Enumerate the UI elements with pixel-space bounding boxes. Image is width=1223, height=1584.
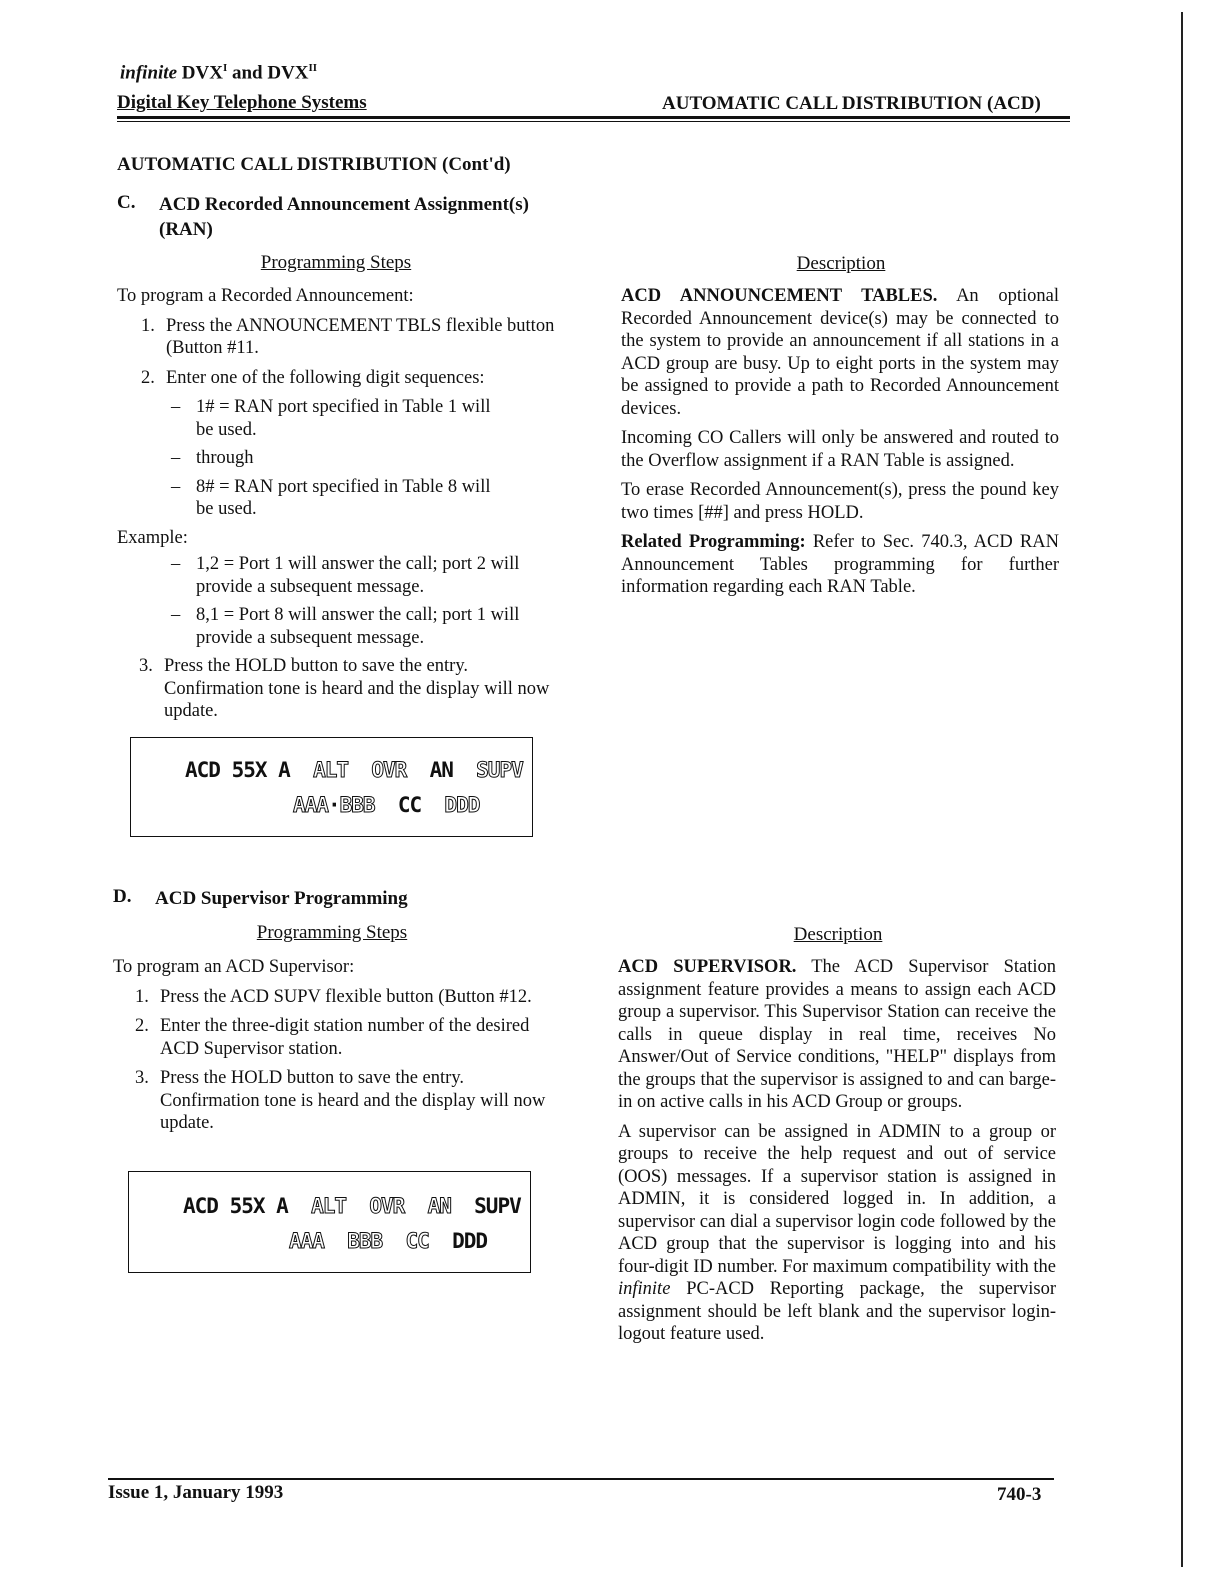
- footer-issue: Issue 1, January 1993: [108, 1482, 284, 1503]
- step-text: Press the ANNOUNCEMENT TBLS flexible button (Button #11.: [166, 315, 555, 358]
- dash-marker: –: [171, 397, 181, 417]
- section-d-description: [618, 956, 1056, 1353]
- desc-text: An optional Recorded Announcement device(s) may be connected to the system to provide an announcement if all stations in a ACD group are busy. Up to eight ports in the system may be assigned to provide a path to Recorded Announcement devices.: [621, 286, 1059, 419]
- section-d-step-2: [135, 1015, 559, 1060]
- dash-marker: –: [171, 476, 181, 497]
- section-c-programming-steps-heading: Programming Steps: [260, 252, 412, 273]
- lcd-cc: CC: [397, 793, 422, 817]
- brand-name: infinite: [120, 62, 178, 84]
- desc-bold-lead: ACD SUPERVISOR.: [618, 957, 797, 977]
- step-text: Press the HOLD button to save the entry. Confirmation tone is heard and the display will now update.: [160, 1068, 546, 1133]
- section-c-intro: To program a Recorded Announcement:: [117, 286, 414, 306]
- product-sup-2: II: [308, 62, 318, 74]
- section-d-step-3: [135, 1067, 559, 1135]
- section-c-option-3: [171, 476, 501, 521]
- example-text: 8,1 = Port 8 will answer the call; port 1 will provide a subsequent message.: [196, 605, 520, 648]
- dash-marker: –: [171, 605, 181, 625]
- section-c-example-label: Example:: [117, 527, 188, 548]
- desc-italic-brand: infinite: [618, 1279, 671, 1299]
- product-name: DVX: [177, 62, 223, 84]
- example-text: 1,2 = Port 1 will answer the call; port 2 will provide a subsequent message.: [196, 554, 520, 597]
- section-c-option-1: [171, 396, 501, 441]
- lcd-alt: ALT: [313, 758, 349, 782]
- desc-text: Refer to Sec. 740.3, ACD RAN Announcement Tables programming for further information regarding each RAN Table.: [621, 532, 1059, 597]
- section-c-title: ACD Recorded Announcement Assignment(s) (RAN): [159, 194, 529, 240]
- lcd-row-1: [183, 1194, 521, 1218]
- step-number: 2.: [141, 367, 155, 388]
- step-text: Press the ACD SUPV flexible button (Button #12.: [160, 986, 532, 1007]
- footer-page-number: 740-3: [997, 1484, 1042, 1505]
- option-text: 8# = RAN port specified in Table 8 will be used.: [196, 476, 491, 519]
- section-d-steps: [113, 956, 559, 1142]
- lcd-station: ACD 55X A: [183, 1194, 300, 1218]
- desc-text: The ACD Supervisor Station assignment feature provides a means to assign each ACD group a supervisor. This Supervisor Station can receive the calls in queue display in real time, receives No Answer/Out of Service conditions, "HELP" displays from the groups that the supervisor is assigned to and can barge-in on active calls in his ACD Group or groups.: [618, 957, 1056, 1112]
- step-number: 3.: [135, 1068, 149, 1088]
- section-c-step-2: [141, 367, 557, 390]
- header-rule-thin: [117, 121, 1070, 122]
- lcd-cc: CC: [405, 1229, 429, 1253]
- product-sup-1: I: [222, 62, 228, 74]
- dash-marker: –: [171, 554, 181, 574]
- header-section: AUTOMATIC CALL DISTRIBUTION (ACD): [662, 93, 1041, 114]
- section-c-steps: [117, 285, 557, 730]
- option-text: through: [196, 448, 254, 468]
- section-c-desc-p3: To erase Recorded Announcement(s), press the pound key two times [##] and press HOLD.: [621, 480, 1059, 523]
- footer-rule: [108, 1478, 1054, 1480]
- section-d-step-1: [135, 986, 559, 1009]
- section-d-description-heading: Description: [793, 924, 883, 945]
- section-c-option-2: [171, 447, 501, 470]
- section-d-letter: D.: [113, 886, 132, 907]
- desc-bold-lead: ACD ANNOUNCEMENT TABLES.: [621, 286, 938, 306]
- section-c-lcd-display: [130, 737, 533, 837]
- lcd-supv: SUPV: [476, 758, 523, 782]
- lcd-separator: ·: [327, 793, 340, 817]
- header-subtitle: Digital Key Telephone Systems: [117, 92, 367, 113]
- option-text: 1# = RAN port specified in Table 1 will be used.: [196, 397, 491, 440]
- lcd-an: AN: [429, 758, 453, 782]
- desc-text: A supervisor can be assigned in ADMIN to a group or groups to receive the help request and out of service (OOS) messages. If a supervisor station is assigned in ADMIN, it is considered logged in. In addition, a supervisor can dial a supervisor login code followed by the ACD group that the supervisor is logging into and his four-digit ID number. For maximum compatibility with the: [618, 1121, 1056, 1277]
- step-number: 2.: [135, 1016, 149, 1036]
- header-rule-thick: [117, 116, 1070, 119]
- section-c-step-1: [141, 315, 557, 360]
- lcd-station: ACD 55X A: [185, 758, 302, 782]
- step-number: 3.: [139, 656, 153, 676]
- section-d-desc-p2: [618, 1121, 1056, 1346]
- step-number: 1.: [141, 315, 155, 336]
- lcd-an: AN: [427, 1194, 451, 1218]
- section-d-heading: [113, 886, 593, 914]
- section-c-heading: [117, 192, 597, 244]
- lcd-bbb: BBB: [339, 793, 375, 817]
- lcd-supv: SUPV: [474, 1194, 521, 1218]
- lcd-row-1: [185, 758, 523, 782]
- section-c-example-2: [171, 604, 547, 649]
- section-c-description-heading: Description: [796, 253, 886, 274]
- lcd-row-2: [293, 793, 479, 817]
- section-d-programming-steps-heading: Programming Steps: [256, 922, 408, 943]
- section-c-desc-p2: Incoming CO Callers will only be answered and routed to the Overflow assignment if a RAN Table is assigned.: [621, 428, 1059, 471]
- lcd-aaa: AAA: [293, 793, 328, 817]
- section-c-desc-p4: [621, 531, 1059, 599]
- section-c-example-1: [171, 553, 547, 598]
- step-number: 1.: [135, 986, 149, 1007]
- step-text: Enter one of the following digit sequences:: [166, 367, 485, 388]
- section-c-desc-p1: [621, 285, 1059, 420]
- lcd-row-2: [289, 1229, 487, 1253]
- lcd-alt: ALT: [311, 1194, 347, 1218]
- dash-marker: –: [171, 448, 181, 468]
- section-d-title: ACD Supervisor Programming: [155, 888, 408, 909]
- lcd-bbb: BBB: [347, 1229, 383, 1253]
- lcd-ovr: OVR: [369, 1194, 405, 1218]
- section-d-desc-p1: [618, 956, 1056, 1114]
- section-d-intro: To program an ACD Supervisor:: [113, 957, 355, 977]
- product-and: and DVX: [227, 62, 309, 84]
- main-heading: AUTOMATIC CALL DISTRIBUTION (Cont'd): [117, 154, 511, 175]
- lcd-ddd: DDD: [452, 1229, 487, 1253]
- section-c-description: [621, 285, 1059, 606]
- desc-bold-lead: Related Programming:: [621, 532, 806, 552]
- lcd-ovr: OVR: [371, 758, 407, 782]
- step-text: Press the HOLD button to save the entry. Confirmation tone is heard and the display will now update.: [164, 656, 550, 721]
- section-d-lcd-display: [128, 1171, 531, 1273]
- section-c-step-3: [139, 655, 557, 723]
- lcd-aaa: AAA: [289, 1229, 324, 1253]
- section-c-letter: C.: [117, 192, 136, 213]
- right-margin-rule: [1181, 12, 1183, 1567]
- header-product-line: [120, 62, 317, 84]
- lcd-ddd: DDD: [444, 793, 480, 817]
- step-text: Enter the three-digit station number of the desired ACD Supervisor station.: [160, 1016, 530, 1059]
- desc-text: PC-ACD Reporting package, the supervisor assignment should be left blank and the supervisor login-logout feature used.: [618, 1279, 1056, 1344]
